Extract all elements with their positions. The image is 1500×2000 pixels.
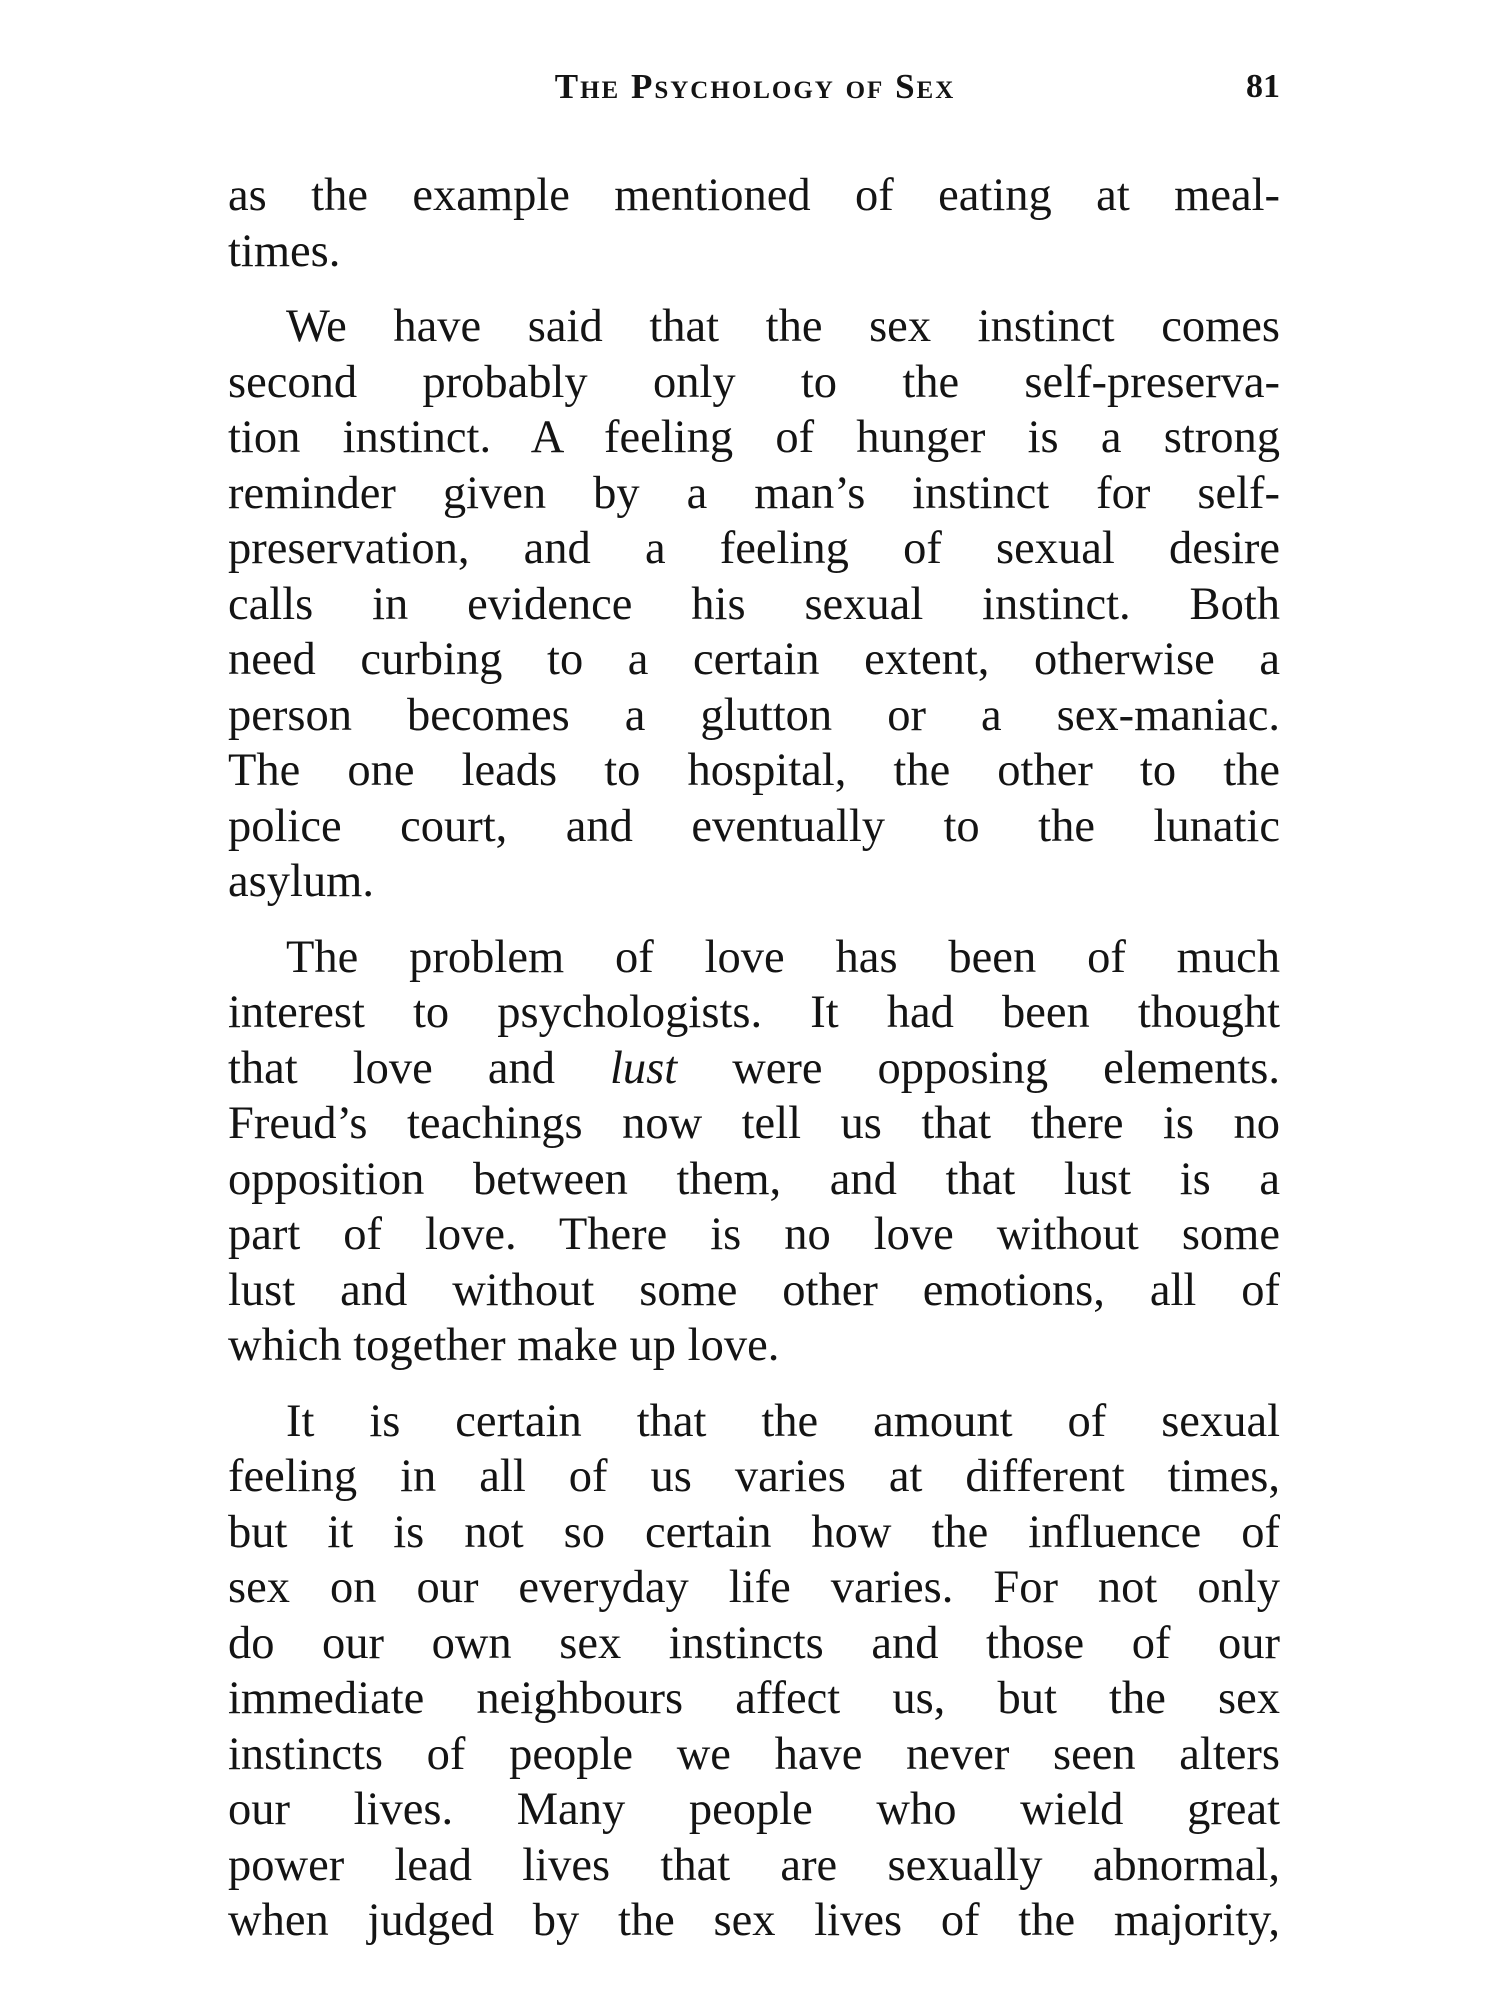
italic-word: lust (609, 1042, 678, 1094)
text-line: need curbing to a certain extent, otherwise a (228, 634, 1280, 685)
text-line: Freud’s teachings now tell us that there is no (228, 1098, 1280, 1149)
text-line: The problem of love has been of much (286, 931, 1280, 983)
paragraph-2 (228, 299, 1280, 910)
text-line: tion instinct. A feeling of hunger is a strong (228, 412, 1280, 463)
text-line: when judged by the sex lives of the majority, (228, 1895, 1280, 1946)
text-line: calls in evidence his sexual instinct. Both (228, 578, 1280, 630)
text-line: opposition between them, and that lust is a (228, 1153, 1280, 1205)
paragraph-1 (228, 168, 1280, 279)
paragraph-4 (228, 1394, 1280, 1949)
text-line: instincts of people we have never seen alters (228, 1728, 1280, 1780)
text-line-with-italic (228, 1041, 1280, 1097)
text-line: feeling in all of us varies at different times, (228, 1451, 1280, 1502)
text-line: which together make up love. (228, 1320, 780, 1371)
text-line: second probably only to the self-preserva- (228, 356, 1280, 408)
text-line: asylum. (228, 856, 374, 907)
text-line: as the example mentioned of eating at meal- (228, 170, 1280, 221)
text-line: police court, and eventually to the lunatic (228, 800, 1280, 852)
text-line: our lives. Many people who wield great (228, 1784, 1280, 1835)
paragraph-3 (228, 930, 1280, 1374)
text-line: but it is not so certain how the influence of (228, 1506, 1280, 1558)
text-line: times. (228, 225, 341, 277)
text-line: person becomes a glutton or a sex-maniac. (228, 689, 1280, 741)
text-line: power lead lives that are sexually abnormal, (228, 1839, 1280, 1891)
text-line: preservation, and a feeling of sexual desire (228, 523, 1280, 574)
text-fragment: were opposing elements. (677, 1042, 1280, 1094)
text-fragment: that love and (228, 1042, 610, 1094)
body-text (228, 168, 1280, 1969)
running-title: The Psychology of Sex (554, 67, 956, 106)
page-number: 81 (1246, 68, 1280, 105)
text-line: part of love. There is no love without some (228, 1209, 1280, 1260)
text-line: immediate neighbours affect us, but the sex (228, 1673, 1280, 1724)
text-line: lust and without some other emotions, all of (228, 1264, 1280, 1316)
text-line: sex on our everyday life varies. For not only (228, 1562, 1280, 1613)
text-line: The one leads to hospital, the other to the (228, 745, 1280, 796)
text-line: It is certain that the amount of sexual (286, 1395, 1280, 1447)
text-line: do our own sex instincts and those of our (228, 1617, 1280, 1669)
running-header (230, 62, 1280, 112)
text-line: We have said that the sex instinct comes (286, 301, 1280, 352)
text-line: reminder given by a man’s instinct for self- (228, 467, 1280, 519)
text-line: interest to psychologists. It had been thought (228, 987, 1280, 1038)
